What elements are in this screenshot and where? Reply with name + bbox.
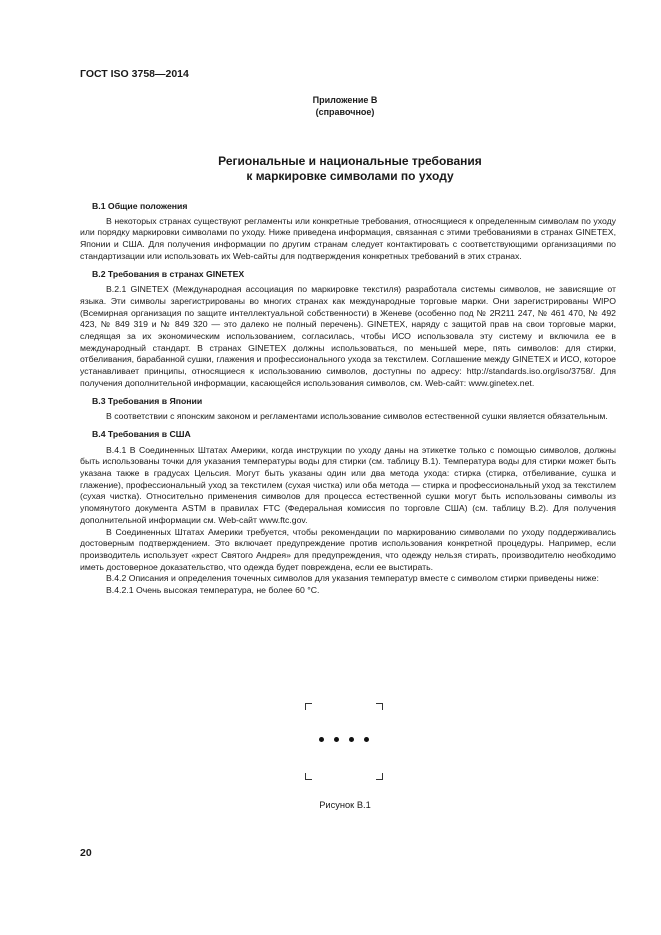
section-b4-heading: В.4 Требования в США [92, 428, 191, 439]
page-number: 20 [80, 847, 92, 859]
page-title [150, 154, 550, 184]
section-b3-heading: В.3 Требования в Японии [92, 395, 203, 406]
document-header: ГОСТ ISO 3758—2014 [80, 68, 189, 80]
temperature-dot [334, 737, 339, 742]
section-b3-paragraph: В соответствии с японским законом и регламентами использование символов естественной сушки является обязательным. [106, 411, 608, 422]
document-body [80, 201, 616, 597]
crop-mark-top-left [305, 703, 312, 710]
crop-mark-top-right [376, 703, 383, 710]
title-line-1: Региональные и национальные требования [218, 154, 482, 168]
section-b2-heading: В.2 Требования в странах GINETEX [92, 268, 245, 279]
section-b4-paragraph-3: В.4.2 Описания и определения точечных символов для указания температур вместе с символом стирки приведены ниже: [106, 573, 599, 584]
section-b4-paragraph-4: В.4.2.1 Очень высокая температура, не более 60 °С. [106, 585, 320, 596]
temperature-dots-icon [319, 737, 371, 745]
section-b1-paragraph: В некоторых странах существуют регламенты или конкретные требования, относящиеся к определенным символам по уходу или порядку маркировки символами по уходу. Ниже приведена информация, связанная с этими требованиями в странах GINETEX, Японии и США. Для получения информации по другим странам следует контактировать с соответствующими организациями по стандартизации или использовать их Web-сайты для подтверждения конкретных требований в этих странах. [80, 215, 616, 261]
section-b4-paragraph-2: В Соединенных Штатах Америки требуется, чтобы рекомендации по маркированию символами по уходу поддерживались достоверным подтверждением. Это включает предупреждение против использования конкретной процедуры. Например, если производитель использует «крест Святого Андрея» для предупреждения, что одежду нельзя стирать, производителю необходимо иметь достоверное доказательство, что одежда будет повреждена, если ее выстирать. [80, 526, 616, 572]
crop-mark-bottom-left [305, 773, 312, 780]
annex-heading [270, 94, 420, 118]
section-b4-paragraph-1: В.4.1 В Соединенных Штатах Америки, когда инструкции по уходу даны на этикетке только с помощью символов, должны быть использованы точки для указания температуры воды для стирки (см. таблицу В.1). Температура воды для стирки может быть указана также в градусах Цельсия. Могут быть указаны один или два метода ухода: стирка (стирка, отбеливание, сушка и глажение), профессиональный уход за текстилем (сухая чистка) или оба метода — стирка и профессиональный уход за текстилем (сухая чистка). Относительно применения символов для процесса естественной сушки могут быть использованы символы из упомянутого документа ASTM в правилах FTC (Федеральная комиссия по торговле США) (см. таблицу В.2). Для получения дополнительной информации см. Web-сайт www.ftc.gov. [80, 444, 616, 525]
annex-type: (справочное) [315, 107, 375, 117]
annex-label: Приложение В [312, 95, 378, 105]
figure-caption: Рисунок В.1 [319, 800, 371, 810]
section-b2-paragraph: В.2.1 GINETEX (Международная ассоциация по маркировке текстиля) разработала системы символов, не зависящие от языка. Эти символы зарегистрированы во многих странах как международные торговые марки. Они зарегистрированы WIPO (Всемирная организация по защите интеллектуальной собственности) в Женеве (особенно под № 2R211 247, № 461 470, № 492 423, № 849 319 и № 849 320 — это далеко не полный перечень). GINETEX, наряду с защитой прав на свои торговые марки, следящая за их экономическим использованием, согласилась, чтобы ИСО использовала эту систему и включила ее в международный стандарт. В странах GINETEX должны использоваться, по меньшей мере, пять символов: для стирки, отбеливания, барабанной сушки, глажения и профессионального ухода за текстилем. Соглашение между GINETEX и ИСО, которое устанавливает принципы, относящиеся к использованию символов, доступны по адресу: http://standards.iso.org/iso/3758/. Для получения дополнительной информации, касающейся использования символов, см. Web-сайт: www.ginetex.net. [80, 284, 616, 388]
temperature-dot [319, 737, 324, 742]
title-line-2: к маркировке символами по уходу [246, 169, 454, 183]
care-symbol-figure [305, 703, 383, 780]
temperature-dot [349, 737, 354, 742]
crop-mark-bottom-right [376, 773, 383, 780]
temperature-dot [364, 737, 369, 742]
section-b1-heading: В.1 Общие положения [92, 201, 188, 211]
